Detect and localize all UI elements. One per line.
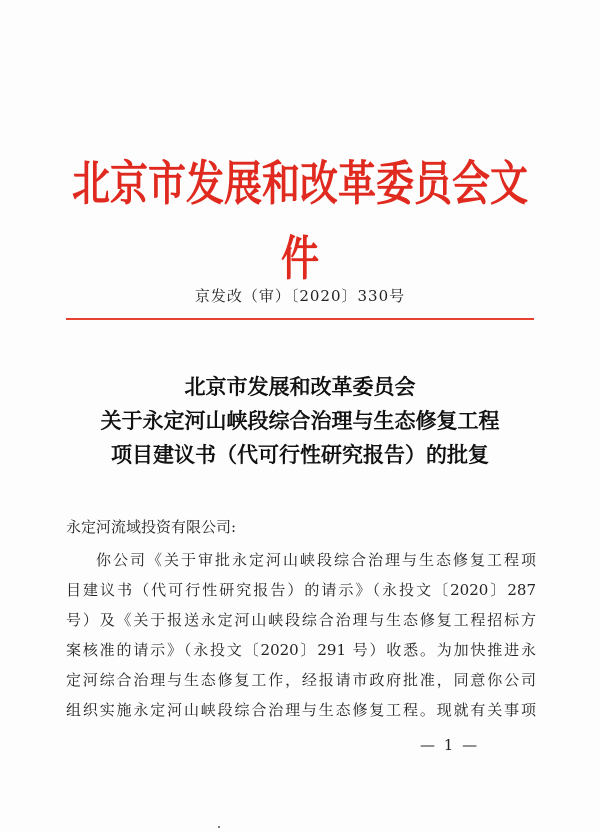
document-number: 京发改（审）〔2020〕330号 [194,287,406,305]
page-number: — 1 — [420,736,480,754]
body-line: 目建议书（代可行性研究报告）的请示》（永投文〔2020〕287 [66,581,536,599]
document-masthead: 北京市发展和改革委员会文件 [71,156,528,286]
body-line: 号）及《关于报送永定河山峡段综合治理与生态修复工程招标方 [66,611,536,629]
title-line-1: 北京市发展和改革委员会 [184,375,416,399]
body-line: 你公司《关于审批永定河山峡段综合治理与生态修复工程项 [96,551,536,569]
title-line-2: 关于永定河山峡段综合治理与生态修复工程 [100,409,500,433]
document-title [40,370,560,472]
addressee: 永定河流域投资有限公司: [66,518,237,536]
title-line-3: 项目建议书（代可行性研究报告）的批复 [111,443,489,467]
scan-speck [218,826,220,828]
red-divider-line [66,318,534,320]
body-line: 定河综合治理与生态修复工作，经报请市政府批准，同意你公司 [66,671,536,689]
body-line: 案核准的请示》（永投文〔2020〕291 号）收悉。为加快推进永 [66,641,536,659]
body-line: 组织实施永定河山峡段综合治理与生态修复工程。现就有关事项 [66,701,536,719]
